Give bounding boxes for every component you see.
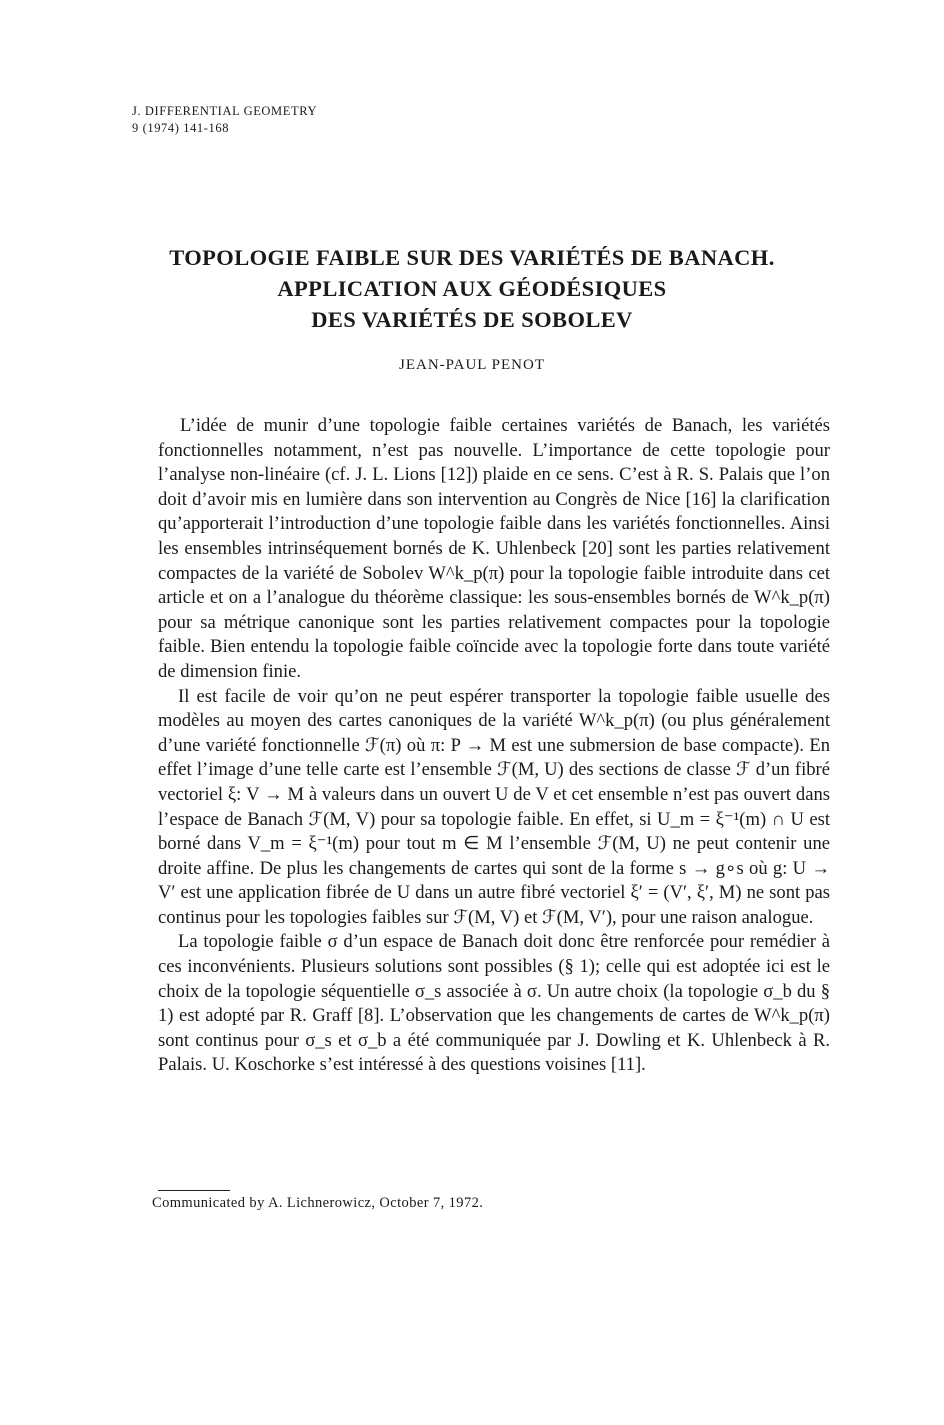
footnote-divider <box>158 1190 230 1191</box>
author-name: JEAN-PAUL PENOT <box>399 357 545 373</box>
paragraph-3: La topologie faible σ d’un espace de Banach doit donc être renforcée pour remédier à ces inconvénients. Plusieurs solutions sont possibles (§ 1); celle qui est adoptée ici est le choix de la topologie séquentielle σ_s associée à σ. Un autre choix (la topologie σ_b du § 1) est adopté par R. Graff [8]. L’observation que les changements de cartes de W^k_p(π) sont continus pour σ_s et σ_b a été communiquée par J. Dowling et K. Uhlenbeck à R. Palais. U. Koschorke s’est intéressé à des questions voisines [11]. <box>158 931 830 1076</box>
journal-volume: 9 (1974) 141-168 <box>132 121 230 135</box>
paragraph-2: Il est facile de voir qu’on ne peut espérer transporter la topologie faible usuelle des modèles au moyen des cartes canoniques de la variété W^k_p(π) (ou plus généralement d’une variété fonctionnelle ℱ(π) où π: P → M est une submersion de base compacte). En effet l’image d’une telle carte est l’ensemble ℱ(M, U) des sections de classe ℱ d’un fibré vectoriel ξ: V → M à valeurs dans un ouvert U de V et cet ensemble n’est pas ouvert dans l’espace de Banach ℱ(M, V) pour sa topologie faible. En effet, si U_m = ξ⁻¹(m) ∩ U est borné dans V_m = ξ⁻¹(m) pour tout m ∈ M l’ensemble ℱ(M, U) ne peut contenir une droite affine. De plus les changements de cartes qui sont de la forme s → g∘s où g: U → V′ est une application fibrée de U dans un autre fibré vectoriel ξ′ = (V′, ξ′, M) ne sont pas continus pour les topologies faibles sur ℱ(M, V) et ℱ(M, V′), pour une raison analogue. <box>158 685 830 928</box>
body-text <box>158 414 830 1078</box>
title-line-2: APPLICATION AUX GÉODÉSIQUES <box>277 276 667 301</box>
journal-name: J. DIFFERENTIAL GEOMETRY <box>132 104 318 118</box>
title-line-3: DES VARIÉTÉS DE SOBOLEV <box>311 307 633 332</box>
journal-header <box>132 103 317 137</box>
paragraph-1: L’idée de munir d’une topologie faible certaines variétés de Banach, les variétés fonctionnelles notamment, n’est pas nouvelle. L’importance de cette topologie pour l’analyse non-linéaire (cf. J. L. Lions [12]) plaide en ce sens. C’est à R. S. Palais que l’on doit d’avoir mis en lumière dans son intervention au Congrès de Nice [16] la clarification qu’apporterait l’introduction d’une topologie faible dans les variétés fonctionnelles. Ainsi les ensembles intrinséquement bornés de K. Uhlenbeck [20] sont les parties relativement compactes de la variété de Sobolev W^k_p(π) pour la topologie faible introduite dans cet article et on a l’analogue du théorème classique: les sous-ensembles bornés de W^k_p(π) pour sa métrique canonique sont les parties relativement compactes pour la topologie faible. Bien entendu la topologie faible coïncide avec la topologie forte dans toute variété de dimension finie. <box>158 415 830 682</box>
paper-title <box>100 242 844 335</box>
title-line-1: TOPOLOGIE FAIBLE SUR DES VARIÉTÉS DE BANACH. <box>169 245 775 270</box>
footnote: Communicated by A. Lichnerowicz, October 7, 1972. <box>152 1195 484 1211</box>
